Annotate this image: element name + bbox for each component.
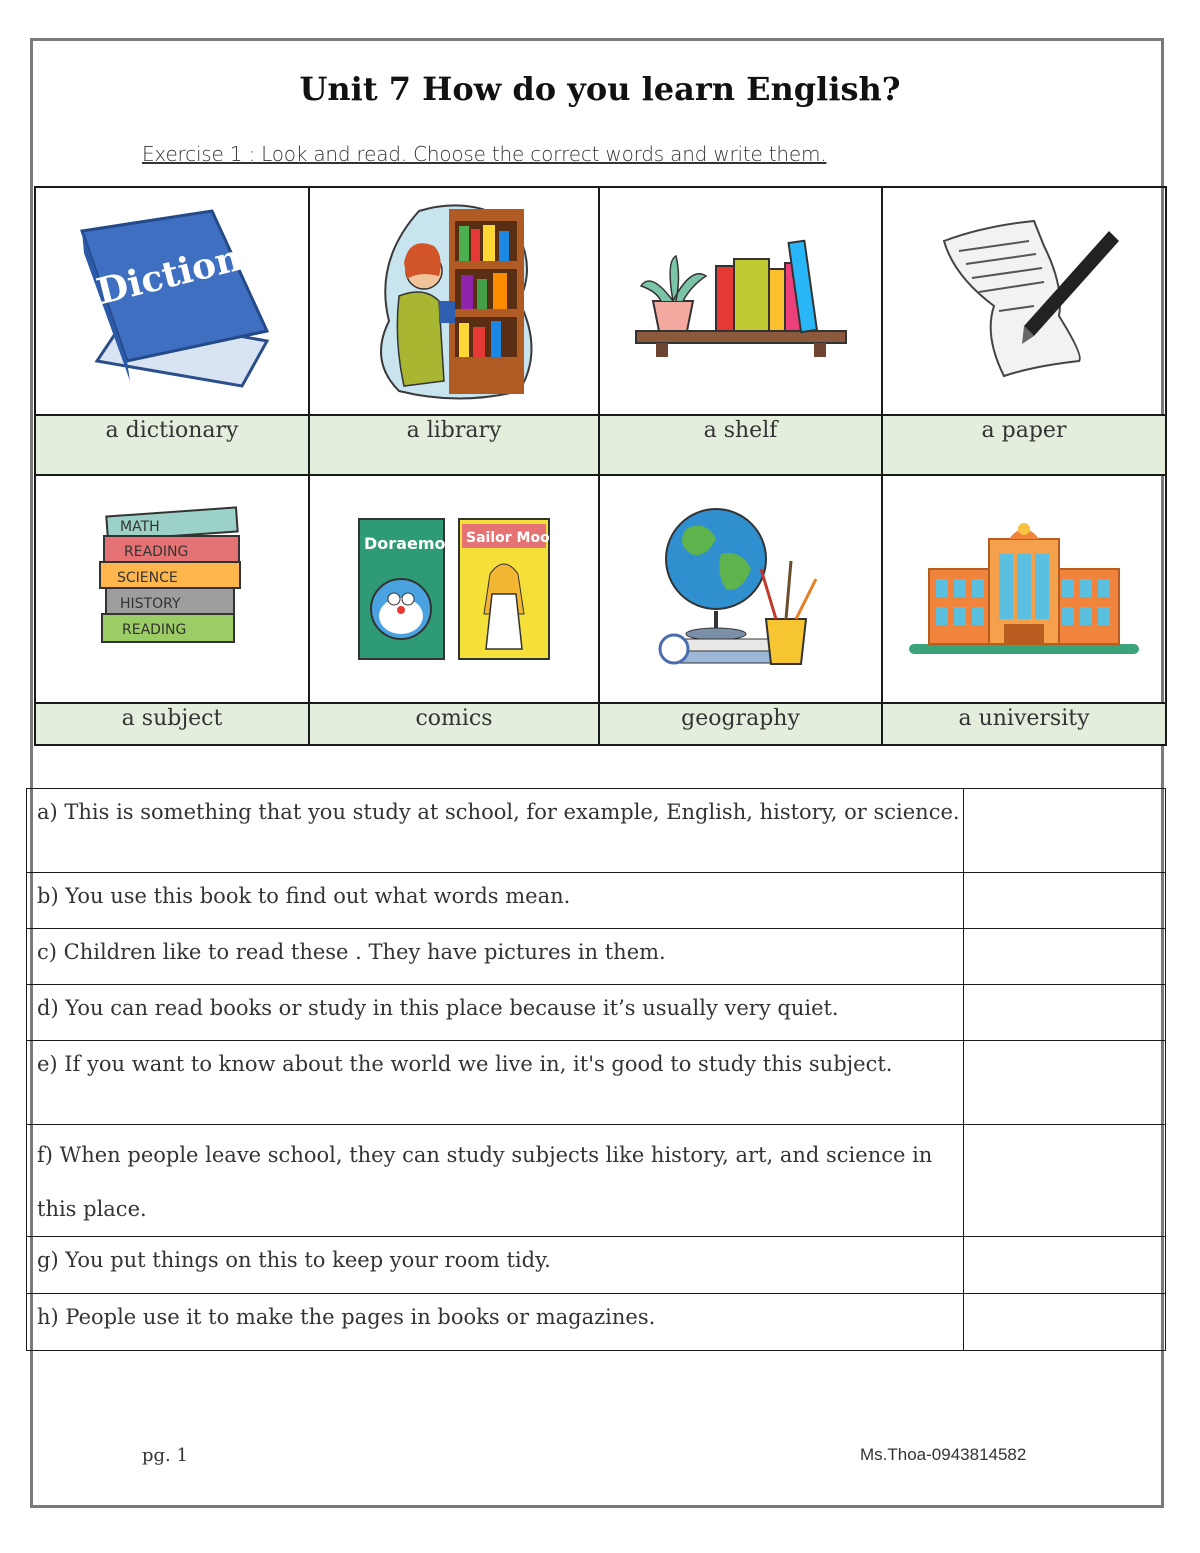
question-text: g) You put things on this to keep your room tidy.	[27, 1237, 964, 1294]
library-icon	[369, 201, 539, 401]
picture-cell	[309, 475, 599, 703]
picture-label: a paper	[882, 415, 1166, 475]
picture-grid	[34, 186, 1167, 746]
picture-cell	[35, 187, 309, 415]
picture-label: a dictionary	[35, 415, 309, 475]
picture-label: a subject	[35, 703, 309, 745]
answer-cell[interactable]	[964, 1125, 1166, 1237]
subject-books-icon	[92, 504, 252, 674]
picture-label: geography	[599, 703, 882, 745]
svg-text:Doraemon: Doraemon	[364, 534, 457, 553]
comics-icon	[354, 514, 560, 664]
answer-cell[interactable]	[964, 1294, 1166, 1351]
picture-label: a shelf	[599, 415, 882, 475]
question-text: a) This is something that you study at school, for example, English, history, or science.	[27, 789, 964, 873]
question-text: f) When people leave school, they can study subjects like history, art, and science in this place.	[27, 1125, 964, 1237]
question-table	[26, 788, 1166, 1351]
globe-icon	[656, 499, 826, 679]
paper-icon	[924, 216, 1124, 386]
picture-cell	[882, 187, 1166, 415]
answer-cell[interactable]	[964, 789, 1166, 873]
dictionary-icon	[72, 211, 308, 391]
picture-label: a university	[882, 703, 1166, 745]
page-number: pg. 1	[142, 1445, 188, 1466]
svg-text:Dictionary: Dictionary	[92, 221, 308, 314]
question-text: h) People use it to make the pages in books or magazines.	[27, 1294, 964, 1351]
picture-label: comics	[309, 703, 599, 745]
answer-cell[interactable]	[964, 1041, 1166, 1125]
svg-text:Sailor Moon: Sailor Moon	[466, 530, 560, 546]
question-text: b) You use this book to find out what words mean.	[27, 873, 964, 929]
picture-label: a library	[309, 415, 599, 475]
question-text: c) Children like to read these . They have pictures in them.	[27, 929, 964, 985]
picture-cell	[882, 475, 1166, 703]
svg-text:MATH: MATH	[120, 519, 160, 535]
page-title: Unit 7 How do you learn English?	[299, 70, 901, 108]
university-icon	[904, 519, 1144, 659]
svg-text:READING: READING	[124, 544, 189, 560]
picture-cell	[599, 187, 882, 415]
picture-cell	[35, 475, 309, 703]
exercise-instruction: Exercise 1 : Look and read. Choose the correct words and write them.	[142, 142, 827, 166]
svg-text:HISTORY: HISTORY	[120, 596, 181, 612]
question-text: d) You can read books or study in this place because it’s usually very quiet.	[27, 985, 964, 1041]
answer-cell[interactable]	[964, 1237, 1166, 1294]
author-credit: Ms.Thoa-0943814582	[860, 1445, 1027, 1464]
picture-cell	[309, 187, 599, 415]
svg-text:READING: READING	[122, 622, 187, 638]
svg-text:SCIENCE: SCIENCE	[117, 570, 178, 586]
answer-cell[interactable]	[964, 985, 1166, 1041]
answer-cell[interactable]	[964, 929, 1166, 985]
shelf-icon	[631, 231, 851, 371]
question-text: e) If you want to know about the world we live in, it's good to study this subject.	[27, 1041, 964, 1125]
picture-cell	[599, 475, 882, 703]
answer-cell[interactable]	[964, 873, 1166, 929]
